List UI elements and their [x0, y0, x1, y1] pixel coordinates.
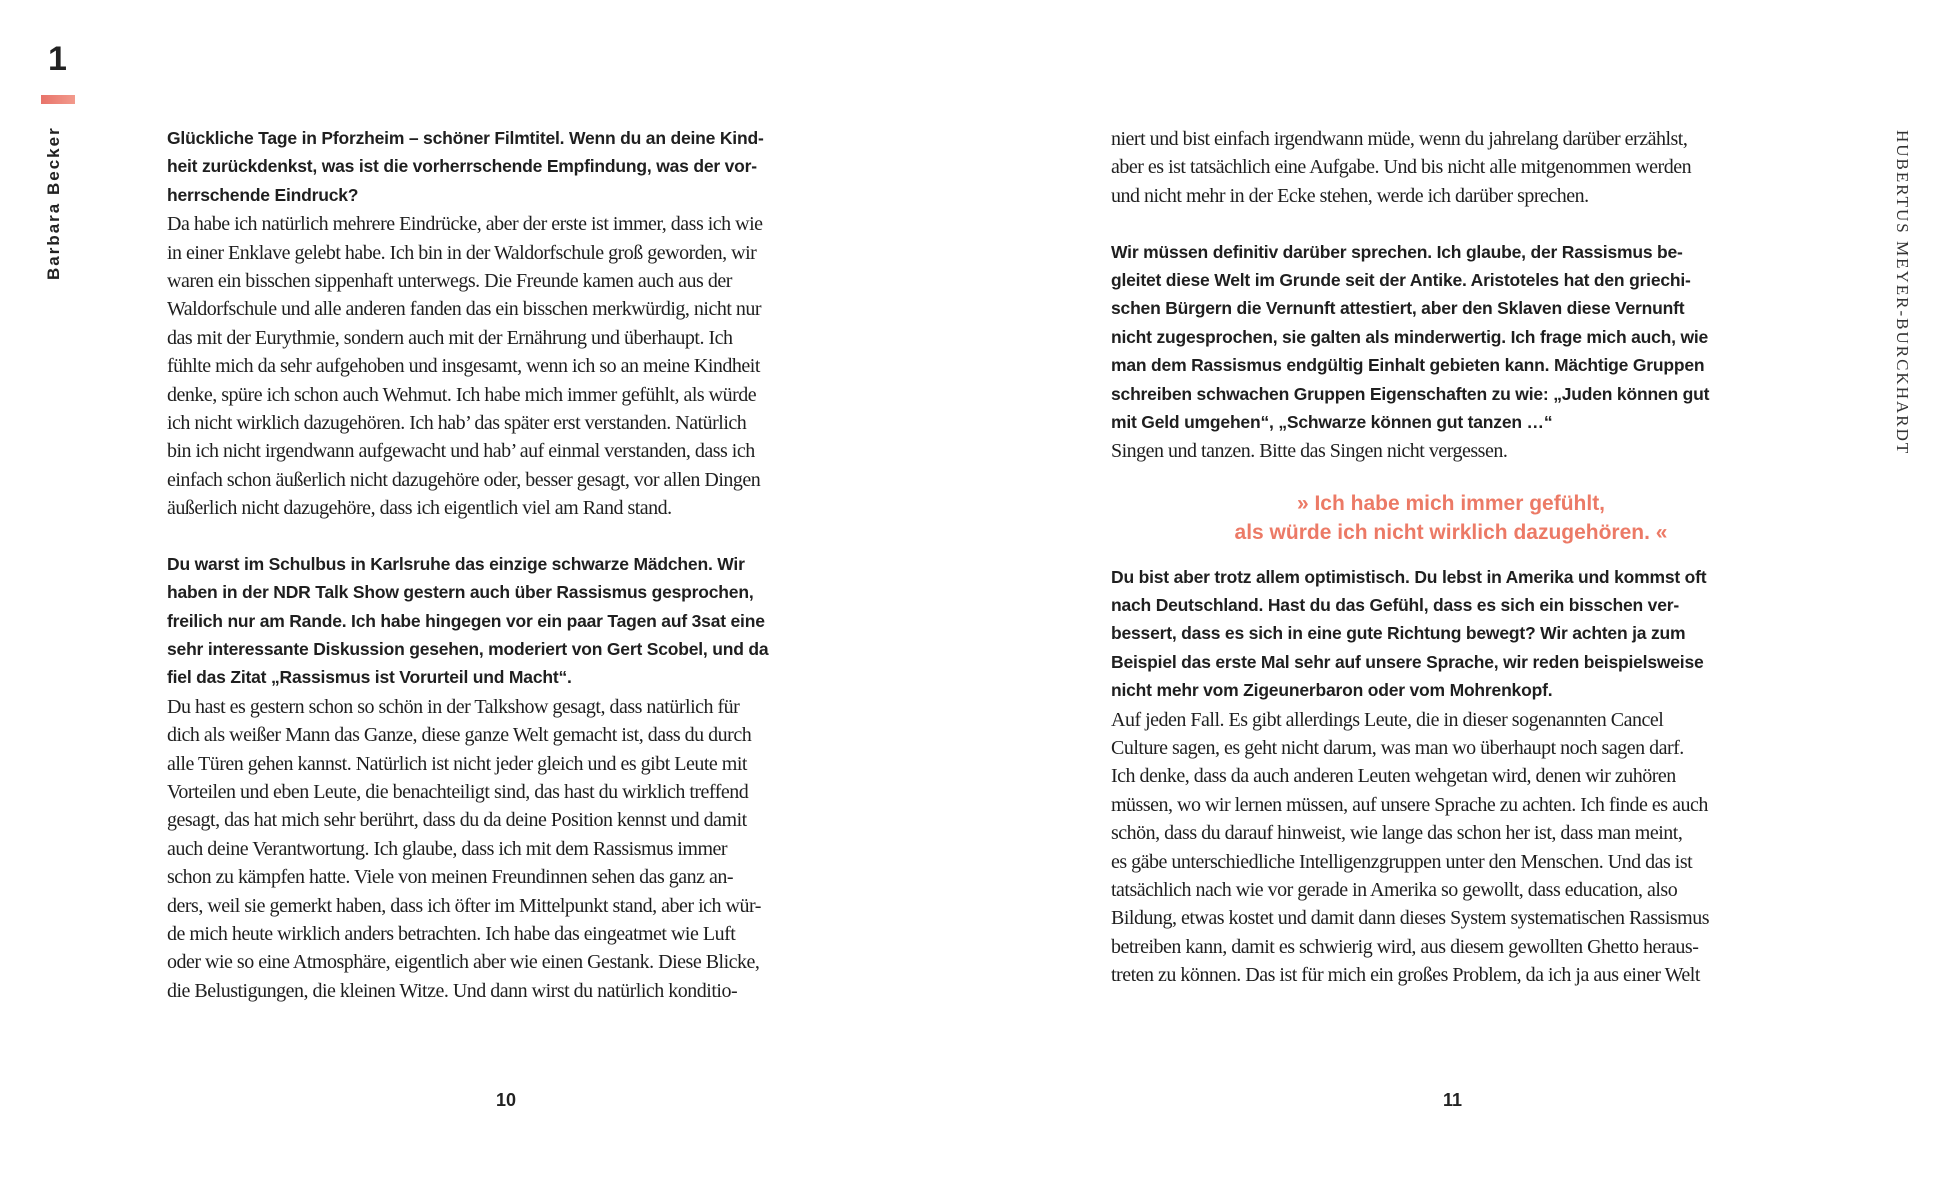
text-line: Wir müssen definitiv darüber sprechen. Ich glaube, der Rassismus be- — [1111, 241, 1683, 262]
text-line: nach Deutschland. Hast du das Gefühl, dass es sich ein bisschen ver- — [1111, 595, 1679, 616]
answer-paragraph — [1111, 440, 1811, 468]
chapter-number: 1 — [48, 40, 67, 78]
text-line: einfach schon äußerlich nicht dazugehöre oder, besser gesagt, vor allen Dingen — [167, 468, 761, 491]
text-line: ders, weil sie gemerkt haben, dass ich öfter im Mittelpunkt stand, aber ich wür- — [167, 894, 761, 917]
left-page-text — [167, 128, 867, 1008]
text-line: man dem Rassismus endgültig Einhalt gebieten kann. Mächtige Gruppen — [1111, 355, 1705, 376]
text-line: heit zurückdenkst, was ist die vorherrschende Empfindung, was der vor- — [167, 156, 757, 177]
text-line: dich als weißer Mann das Ganze, diese ganze Welt gemacht ist, dass du durch — [167, 724, 752, 747]
text-line: fiel das Zitat „Rassismus ist Vorurteil und Macht“. — [167, 667, 572, 688]
text-line: betreiben kann, damit es schwierig wird, aus diesem gewollten Ghetto heraus- — [1111, 935, 1699, 958]
text-line: und nicht mehr in der Ecke stehen, werde ich darüber sprechen. — [1111, 184, 1589, 207]
author-right-label: HUBERTUS MEYER-BURCKHARDT — [1893, 130, 1912, 456]
text-line: schön, dass du darauf hinweist, wie lange das schon her ist, dass man meint, — [1111, 822, 1683, 845]
text-line: tatsächlich nach wie vor gerade in Amerika so gewollt, dass education, also — [1111, 878, 1678, 901]
question-paragraph — [167, 128, 867, 213]
text-line: Singen und tanzen. Bitte das Singen nicht vergessen. — [1111, 440, 1508, 463]
text-line: Beispiel das erste Mal sehr auf unsere Sprache, wir reden beispielsweise — [1111, 651, 1704, 672]
text-line: Du bist aber trotz allem optimistisch. Du lebst in Amerika und kommst oft — [1111, 566, 1707, 587]
text-line: haben in der NDR Talk Show gestern auch über Rassismus gesprochen, — [167, 582, 754, 603]
text-line: oder wie so eine Atmosphäre, eigentlich aber wie einen Gestank. Diese Blicke, — [167, 951, 760, 974]
text-line: müssen, wo wir lernen müssen, auf unsere Sprache zu achten. Ich finde es auch — [1111, 793, 1708, 816]
text-line: bessert, dass es sich in eine gute Richtung bewegt? Wir achten ja zum — [1111, 623, 1686, 644]
answer-paragraph — [167, 696, 867, 1008]
question-paragraph — [1111, 242, 1811, 441]
text-line: Waldorfschule und alle anderen fanden das ein bisschen merkwürdig, nicht nur — [167, 298, 762, 321]
text-line: niert und bist einfach irgendwann müde, wenn du jahrelang darüber erzählst, — [1111, 128, 1688, 150]
text-line: schon zu kämpfen hatte. Viele von meinen Freundinnen sehen das ganz an- — [167, 866, 734, 889]
page-number-left: 10 — [496, 1090, 517, 1110]
text-line: Glückliche Tage in Pforzheim – schöner Filmtitel. Wenn du an deine Kind- — [167, 128, 764, 148]
text-line: in einer Enklave gelebt habe. Ich bin in der Waldorfschule groß geworden, wir — [167, 241, 757, 264]
text-line: treten zu können. Das ist für mich ein großes Problem, da ich ja aus einer Welt — [1111, 964, 1700, 987]
pull-quote — [1111, 489, 1791, 547]
text-line: fühlte mich da sehr aufgehoben und insgesamt, wenn ich so an meine Kindheit — [167, 355, 760, 378]
text-line: sehr interessante Diskussion gesehen, moderiert von Gert Scobel, und da — [167, 639, 769, 660]
answer-paragraph — [1111, 128, 1811, 213]
question-paragraph — [1111, 567, 1811, 709]
text-line: es gäbe unterschiedliche Intelligenzgruppen unter den Menschen. Und das ist — [1111, 850, 1693, 873]
text-line: Culture sagen, es geht nicht darum, was man wo überhaupt noch sagen darf. — [1111, 737, 1684, 760]
text-line: gleitet diese Welt im Grunde seit der Antike. Aristoteles hat den griechi- — [1111, 269, 1691, 290]
text-line: Auf jeden Fall. Es gibt allerdings Leute, die in dieser sogenannten Cancel — [1111, 708, 1664, 731]
text-line: ich nicht wirklich dazugehören. Ich hab’ das später erst verstanden. Natürlich — [167, 411, 747, 434]
text-line: alle Türen gehen kannst. Natürlich ist nicht jeder gleich und es gibt Leute mit — [167, 752, 747, 775]
right-page-text — [1111, 128, 1811, 993]
text-line: Vorteilen und eben Leute, die benachteiligt sind, das hast du wirklich treffend — [167, 780, 749, 803]
text-line: Ich denke, dass da auch anderen Leuten wehgetan wird, denen wir zuhören — [1111, 765, 1676, 788]
text-line: bin ich nicht irgendwann aufgewacht und hab’ auf einmal verstanden, dass ich — [167, 440, 755, 463]
text-line: aber es ist tatsächlich eine Aufgabe. Und bis nicht alle mitgenommen werden — [1111, 156, 1692, 179]
text-line: gesagt, das hat mich sehr berührt, dass du da deine Position kennst und damit — [167, 809, 747, 832]
text-line: schreiben schwachen Gruppen Eigenschaften zu wie: „Juden können gut — [1111, 383, 1710, 404]
text-line: waren ein bisschen sippenhaft unterwegs. Die Freunde kamen auch aus der — [167, 269, 732, 292]
text-line: äußerlich nicht dazugehöre, dass ich eigentlich viel am Rand stand. — [167, 497, 672, 520]
question-paragraph — [167, 554, 867, 696]
text-line: die Belustigungen, die kleinen Witze. Und dann wirst du natürlich konditio- — [167, 979, 738, 1002]
text-line: Du hast es gestern schon so schön in der Talkshow gesagt, dass natürlich für — [167, 695, 740, 718]
page-number-right: 11 — [1443, 1090, 1463, 1110]
text-line: Bildung, etwas kostet und damit dann dieses System systematischen Rassismus — [1111, 907, 1710, 930]
text-line: nicht zugesprochen, sie galten als minderwertig. Ich frage mich auch, wie — [1111, 326, 1709, 347]
text-line: Du warst im Schulbus in Karlsruhe das einzige schwarze Mädchen. Wir — [167, 553, 745, 574]
text-line: Da habe ich natürlich mehrere Eindrücke, aber der erste ist immer, dass ich wie — [167, 213, 763, 236]
text-line: de mich heute wirklich anders betrachten. Ich habe das eingeatmet wie Luft — [167, 922, 736, 945]
author-left-label: Barbara Becker — [44, 126, 63, 280]
text-line: schen Bürgern die Vernunft attestiert, aber den Sklaven diese Vernunft — [1111, 298, 1685, 319]
answer-paragraph — [167, 213, 867, 525]
text-line: als würde ich nicht wirklich dazugehören. « — [1234, 520, 1668, 544]
chapter-accent-bar — [41, 95, 75, 104]
answer-paragraph — [1111, 709, 1811, 993]
text-line: » Ich habe mich immer gefühlt, — [1296, 491, 1606, 515]
text-line: auch deine Verantwortung. Ich glaube, dass ich mit dem Rassismus immer — [167, 837, 728, 860]
text-line: das mit der Eurythmie, sondern auch mit der Ernährung und überhaupt. Ich — [167, 326, 733, 349]
text-line: nicht mehr vom Zigeunerbaron oder vom Mohrenkopf. — [1111, 680, 1553, 701]
text-line: herrschende Eindruck? — [167, 184, 359, 205]
text-line: freilich nur am Rande. Ich habe hingegen vor ein paar Tagen auf 3sat eine — [167, 610, 765, 631]
text-line: mit Geld umgehen“, „Schwarze können gut tanzen …“ — [1111, 411, 1553, 432]
text-line: denke, spüre ich schon auch Wehmut. Ich habe mich immer gefühlt, als würde — [167, 383, 757, 406]
